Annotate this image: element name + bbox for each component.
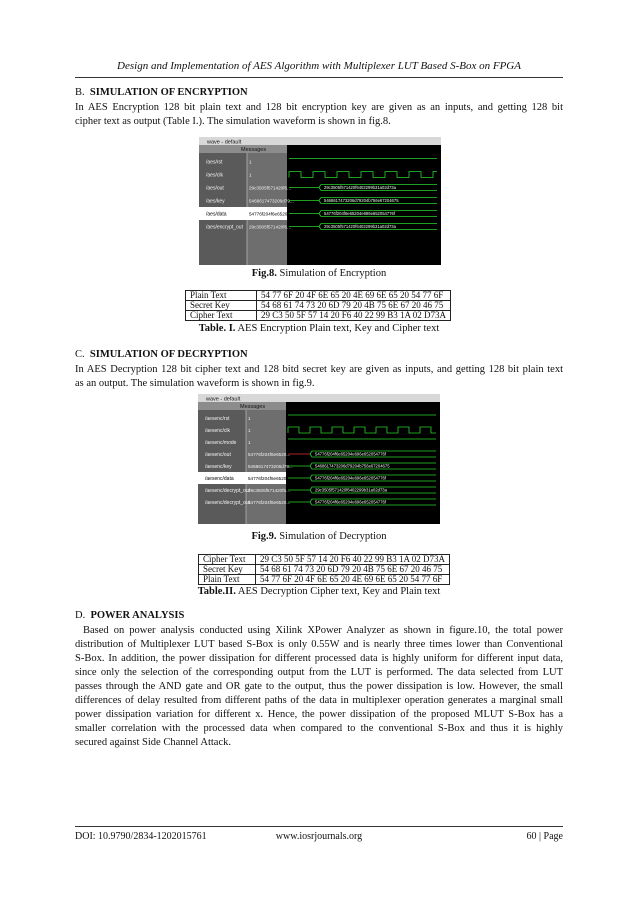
table2-caption-label: Table.II.	[197, 586, 236, 597]
footer-doi: DOI: 10.9790/2834-1202015761	[75, 831, 207, 842]
signal-name: /aesenc/decrypt_out	[205, 487, 251, 494]
section-c-paragraph	[75, 363, 563, 391]
section-b-title: SIMULATION OF ENCRYPTION	[89, 87, 248, 98]
table-row-value: 54 77 6F 20 4F 6E 65 20 4E 69 6E 65 20 54 77 6F	[256, 575, 450, 585]
clock-waveform	[289, 172, 437, 178]
bus-hex-label: 5468617473206d79204b756e67204675	[315, 463, 390, 469]
section-c-line-2: as an output. The simulation waveform is shown in fig.9.	[75, 378, 315, 389]
signal-name: /aesenc/out	[205, 451, 231, 458]
bus-hex-label: 29c3505f571420f6402299b31a02d73a	[324, 185, 396, 191]
table-row-value: 29 C3 50 5F 57 14 20 F6 40 22 99 B3 1A 02 D73A	[256, 555, 450, 565]
table2-caption	[0, 586, 638, 597]
bus-hex-label: 54776f204f6e65204e696e652054776f	[315, 475, 387, 481]
section-d-title: POWER ANALYSIS	[90, 610, 185, 621]
table-row-label: Plain Text	[199, 575, 256, 585]
table-row-label: Cipher Text	[186, 311, 257, 321]
fig9-caption-text: Simulation of Decryption	[279, 531, 387, 542]
signal-name: /aesenc/data	[205, 475, 234, 482]
footer-url: www.iosrjournals.org	[275, 831, 363, 842]
bus-hex-label: 5468617473206d79204b756e67204675	[324, 198, 399, 204]
table-row-label: Cipher Text	[199, 555, 256, 565]
section-d-line-4: since only the selection of the corresponding output from the LUT is performed. The data selected from LUT	[75, 667, 563, 678]
section-c-line-1: In AES Decryption 128 bit cipher text and 128 bitd secret key are given as inputs, and getting 128 bit plain text	[75, 364, 563, 375]
fig9-caption	[0, 531, 638, 542]
section-b-paragraph	[75, 101, 563, 129]
table-row-label: Plain Text	[186, 291, 257, 301]
signal-name: /aesenc/decrypt_out	[205, 499, 251, 506]
table-row-value: 54 68 61 74 73 20 6D 79 20 4B 75 6E 67 20 46 75	[256, 565, 450, 575]
signal-name: /aes/key	[206, 198, 225, 205]
signal-value: 1	[249, 159, 252, 165]
signal-value: 5468617473206d79...	[248, 463, 293, 469]
fig8-waveform	[199, 137, 441, 265]
signal-value: 1	[249, 172, 252, 178]
section-c-title: SIMULATION OF DECRYPTION	[89, 349, 248, 360]
section-b-heading	[75, 87, 248, 98]
signal-name: /aes/clk	[206, 172, 223, 179]
messages-header: Messages	[240, 404, 266, 410]
fig9-caption-label: Fig.9.	[251, 531, 277, 542]
signal-value: 29c3505f571420f6...	[248, 487, 290, 493]
signal-value: 54776f204f6e6520...	[248, 451, 291, 457]
table-row	[199, 565, 450, 575]
table1-caption	[0, 323, 638, 334]
bus-hex-label: 29c3505f571420f6402299b31a02d73a	[324, 224, 396, 230]
header-rule	[75, 77, 563, 78]
table2-caption-text: AES Decryption Cipher text, Key and Plain text	[237, 586, 441, 597]
section-d-line-7: power dissipation variation for different x. Hence, the power dissipation of the proposed MLUT S-Box has a	[75, 709, 563, 720]
table-row	[199, 575, 450, 585]
signal-name: /aes/data	[206, 211, 227, 218]
section-c-number: C.	[75, 349, 85, 360]
signal-value: 29c3505f571420f6...	[249, 224, 291, 230]
section-d-number: D.	[75, 610, 86, 621]
signal-name: /aes/rst	[206, 159, 223, 166]
section-b-line-2: cipher text as output (Table I.). The simulation waveform is shown in fig.8.	[75, 116, 391, 127]
table1-caption-text: AES Encryption Plain text, Key and Cipher text	[237, 323, 440, 334]
section-d-line-6: differences of delay resulted from different paths of the data in multiplexer operation generates a marginal small	[75, 695, 563, 706]
section-c-heading	[75, 349, 248, 360]
fig8-caption-text: Simulation of Encryption	[279, 268, 387, 279]
signal-name: /aes/encrypt_out	[206, 224, 243, 231]
section-d-line-2: distribution of Multiplexer LUT based S-Box is only 0.55W and is nearly three times lower than Conventional	[75, 639, 563, 650]
fig8-caption-label: Fig.8.	[251, 268, 277, 279]
footer-page-number: 60 | Page	[526, 831, 563, 842]
bus-hex-label: 54776f204f6e65204e696e652054776f	[324, 211, 396, 217]
fig9-waveform-canvas	[198, 394, 440, 524]
bus-hex-label: 54776f204f6e65204e696e652054776f	[315, 451, 387, 457]
section-d-line-1: Based on power analysis conducted using Xilink XPower Analyzer as shown in figure.10, the total power	[83, 625, 563, 636]
section-d-line-3: S-Box. In addition, the power dissipation for different processed data is highly uniform for different input data,	[75, 653, 563, 664]
bus-hex-label: 29c3505f571420f6402299b31a02d73a	[315, 487, 387, 493]
signal-name: /aesenc/mode	[205, 439, 237, 446]
table1-caption-label: Table. I.	[198, 323, 236, 334]
signal-name: /aesenc/clk	[205, 427, 231, 434]
section-b-line-1: In AES Encryption 128 bit plain text and 128 bit encryption key are given as an inputs, and getting 128 bit	[75, 102, 563, 113]
fig8-waveform-canvas	[199, 137, 441, 265]
signal-name: /aesenc/key	[205, 463, 232, 470]
window-title: wave - default	[207, 139, 242, 146]
signal-value: 29c3505f571420f6...	[249, 185, 291, 191]
window-title: wave - default	[206, 396, 241, 403]
signal-value: 54776f204f6e6520...	[248, 499, 291, 505]
table-row	[186, 291, 451, 301]
fig9-waveform	[198, 394, 440, 524]
signal-value: 54776f204f6e6520...	[249, 211, 292, 217]
messages-header: Messages	[241, 147, 267, 153]
table-row	[199, 555, 450, 565]
signal-name: /aes/out	[206, 185, 224, 192]
table-row	[186, 311, 451, 321]
table-row-value: 54 68 61 74 73 20 6D 79 20 4B 75 6E 67 20 46 75	[257, 301, 451, 311]
footer-rule	[75, 826, 563, 827]
section-b-number: B.	[75, 87, 85, 98]
section-d-heading	[75, 610, 184, 621]
section-d-line-9: secured against Side Channel Attack.	[75, 737, 231, 748]
signal-value: 1	[248, 415, 251, 421]
signal-value: 1	[248, 439, 251, 445]
bus-hex-label: 54776f204f6e65204e696e652054776f	[315, 499, 387, 505]
table-row	[186, 301, 451, 311]
signal-value: 5468617473206d79...	[249, 198, 294, 204]
table-row-value: 29 C3 50 5F 57 14 20 F6 40 22 99 B3 1A 02 D73A	[257, 311, 451, 321]
section-d-paragraph	[75, 624, 563, 750]
fig8-caption	[0, 268, 638, 279]
running-header: Design and Implementation of AES Algorithm with Multiplexer LUT Based S-Box on FPGA	[117, 60, 521, 72]
table-row-label: Secret Key	[186, 301, 257, 311]
signal-name: /aesenc/rst	[205, 415, 230, 422]
table-row-value: 54 77 6F 20 4F 6E 65 20 4E 69 6E 65 20 54 77 6F	[257, 291, 451, 301]
table-1	[185, 290, 451, 321]
section-d-line-5: passes through the AND gate and OR gate to the output, thus the power dissipation is low. However, the small	[75, 681, 563, 692]
table-2	[198, 554, 450, 585]
clock-waveform	[288, 427, 436, 433]
signal-value: 54776f204f6e6520...	[248, 475, 291, 481]
section-d-line-8: smaller correlation with the processed data when compared to the conventional S-Box and thus it is highly	[75, 723, 563, 734]
signal-value: 1	[248, 427, 251, 433]
table-row-label: Secret Key	[199, 565, 256, 575]
